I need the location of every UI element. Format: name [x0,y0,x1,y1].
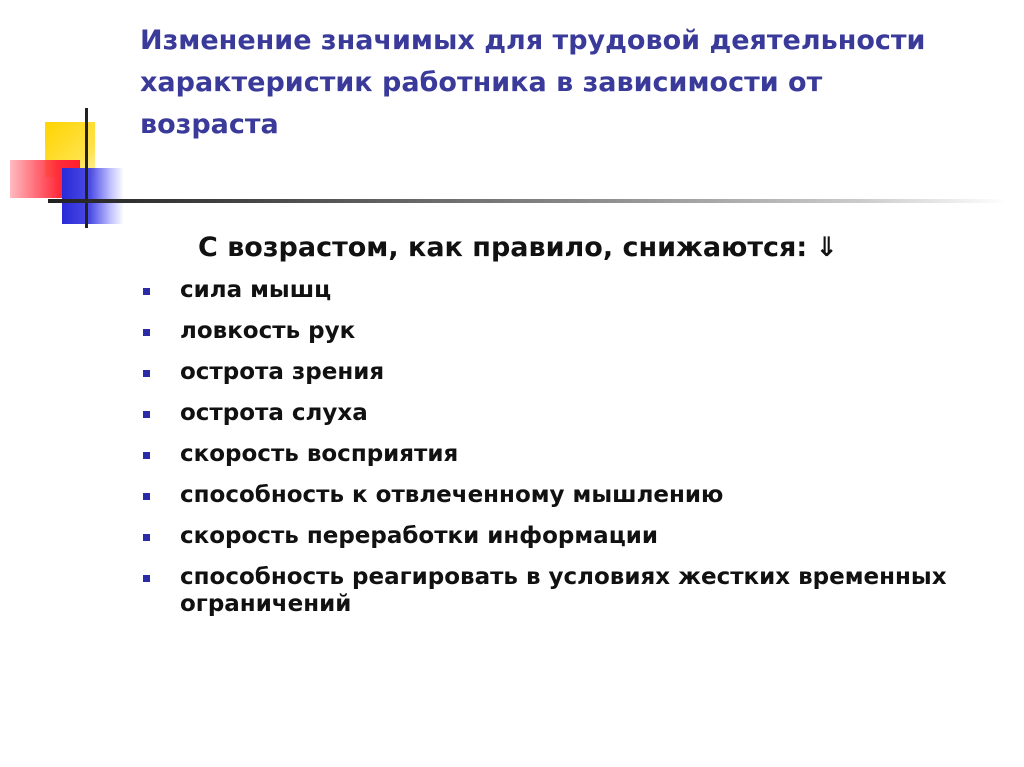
slide-title: Изменение значимых для трудовой деятельности характеристик работника в зависимости от возраста [140,25,926,140]
list-item [140,277,1000,304]
list-item-text: ловкость рук [180,318,356,344]
list-item [140,482,1000,509]
list-item-text: сила мышц [180,277,332,303]
bullet-icon [143,534,150,541]
bullet-icon [143,288,150,295]
list-item [140,359,1000,386]
horizontal-divider-line [48,199,1008,203]
bullet-icon [143,329,150,336]
bullet-icon [143,575,150,582]
list-item-text: скорость переработки информации [180,523,658,549]
list-item-text: скорость восприятия [180,441,459,467]
list-item-text: способность к отвлеченному мышлению [180,482,724,508]
list-item [140,318,1000,345]
blue-square-decoration [62,168,124,224]
list-item [140,564,1000,618]
bullet-list [140,277,1000,632]
list-item [140,523,1000,550]
list-heading [198,228,998,268]
list-item-text: острота зрения [180,359,385,385]
list-item [140,441,1000,468]
down-double-arrow-icon: ⇓ [815,232,838,263]
bullet-icon [143,411,150,418]
list-item-text: способность реагировать в условиях жестких временных ограничений [180,564,947,617]
bullet-icon [143,452,150,459]
bullet-icon [143,493,150,500]
list-item [140,400,1000,427]
list-item-text: острота слуха [180,400,368,426]
vertical-divider-line [85,108,88,228]
list-heading-text: С возрастом, как правило, снижаются: [198,232,808,263]
bullet-icon [143,370,150,377]
